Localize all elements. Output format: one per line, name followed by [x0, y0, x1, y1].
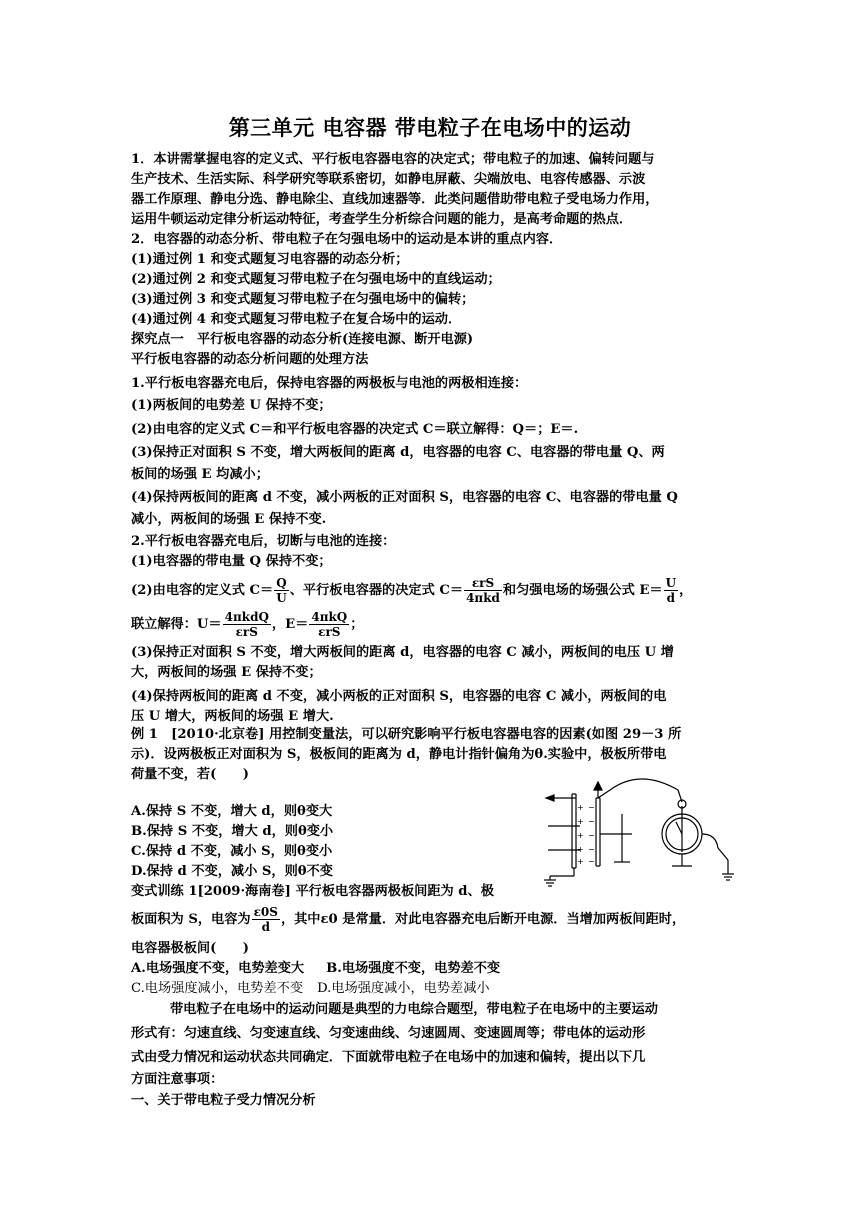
fraction-denominator: U: [276, 591, 287, 605]
case1-line: (3)保持正对面积 S 不变，增大两板间的距离 d，电容器的电容 C、电容器的带电量 Q、两: [131, 445, 665, 460]
section-heading: 探究点一 平行板电容器的动态分析(连接电源、断开电源): [131, 332, 474, 347]
fraction-numerator: 4πkQ: [311, 610, 348, 624]
case2-formula-line: [131, 610, 735, 640]
intro-item: (2)通过例 2 和变式题复习带电粒子在匀强电场中的直线运动；: [131, 272, 501, 287]
case1-line: 板间的场强 E 均减小；: [131, 467, 269, 482]
svg-text:+: +: [577, 831, 584, 840]
fraction-u: [223, 610, 271, 639]
svg-text:−: −: [588, 817, 595, 826]
fraction-c-decision: [464, 576, 502, 605]
fraction-numerator: 4πkdQ: [224, 610, 269, 624]
example1-stem: 例 1 [2010·北京卷] 用控制变量法，可以研究影响平行板电容器电容的因素(如图 29－3 所: [131, 727, 682, 742]
fraction-denominator: εrS: [235, 625, 258, 639]
fraction-denominator: 4πkd: [466, 591, 500, 605]
intro-line: 1．本讲需掌握电容的定义式、平行板电容器电容的决定式；带电粒子的加速、偏转问题与: [131, 152, 655, 167]
fraction-numerator: ε0S: [253, 905, 278, 919]
variant1-options-row: [131, 979, 735, 999]
case1-line: (4)保持两板间的距离 d 不变，减小两板的正对面积 S，电容器的电容 C、电容器的带电量 Q: [131, 490, 678, 505]
case2-line: 压 U 增大，两板间的场强 E 增大.: [131, 709, 334, 724]
variant1-stem: 变式训练 1[2009·海南卷] 平行板电容器两极板间距为 d、极: [131, 884, 494, 899]
case1-line: 减小，两板间的场强 E 保持不变.: [131, 512, 327, 527]
svg-text:+: +: [577, 857, 584, 866]
variant1-option-c: C.电场强度减小，电势差不变: [131, 981, 304, 996]
case2-formula-line: [131, 576, 735, 606]
formula-text: ；: [350, 617, 364, 632]
variant1-formula-line: [131, 905, 735, 935]
fraction-denominator: d: [261, 920, 270, 934]
formula-text: 和匀强电场的场强公式 E＝: [502, 583, 663, 598]
variant1-stem: 电容器极板间( ): [131, 941, 249, 956]
capacitor-electrometer-figure: [530, 776, 740, 892]
fraction-numerator: Q: [274, 576, 288, 591]
example1-stem: 示)．设两极板正对面积为 S，极板间的距离为 d，静电计指针偏角为θ.实验中，极板所带电: [131, 747, 667, 762]
intro-item: (4)通过例 4 和变式题复习带电粒子在复合场中的运动．: [131, 312, 462, 327]
svg-text:−: −: [588, 831, 595, 840]
example1-option-c: C.保持 d 不变，减小 S，则θ变小: [131, 844, 333, 859]
fraction-numerator: εrS: [464, 576, 502, 591]
formula-text: ，: [679, 583, 693, 598]
formula-text: ，其中ε0 是常量．对此电容器充电后断开电源．当增加两板间距时，: [280, 912, 686, 927]
variant1-option-b: B.电场强度不变，电势差不变: [326, 961, 501, 976]
closing-line: 形式有：匀速直线、匀变速直线、匀变速曲线、匀速圆周、变速圆周等；带电体的运动形: [131, 1026, 646, 1041]
svg-text:+: +: [577, 817, 584, 826]
case2-line: (1)电容器的带电量 Q 保持不变；: [131, 554, 332, 569]
case1-line: (2)由电容的定义式 C＝和平行板电容器的决定式 C＝联立解得：Q＝；E＝.: [131, 422, 579, 437]
formula-text: 联立解得：U＝: [131, 617, 222, 632]
formula-text: (2)由电容的定义式 C＝: [131, 583, 274, 598]
fraction-c-def: [274, 576, 288, 605]
closing-line: 式由受力情况和运动状态共同确定．下面就带电粒子在电场中的加速和偏转，提出以下几: [131, 1050, 646, 1065]
formula-text: ，E＝: [271, 617, 309, 632]
example1-option-b: B.保持 S 不变，增大 d，则θ变小: [131, 824, 334, 839]
case2-line: (4)保持两板间的距离 d 不变，减小两板的正对面积 S，电容器的电容 C 减小，两板间的电: [131, 689, 667, 704]
fraction-denominator: εrS: [318, 625, 341, 639]
case1-line: (1)两板间的电势差 U 保持不变；: [131, 398, 332, 413]
section-subheading: 平行板电容器的动态分析问题的处理方法: [131, 352, 369, 367]
case2-line: (3)保持正对面积 S 不变，增大两板间的距离 d，电容器的电容 C 减小，两板间的电压 U 增: [131, 645, 674, 660]
intro-line: 运用牛顿运动定律分析运动特征，考查学生分析综合问题的能力，是高考命题的热点．: [131, 212, 633, 227]
svg-text:−: −: [588, 857, 595, 866]
svg-text:+: +: [577, 845, 584, 854]
example1-option-d: D.保持 d 不变，减小 S，则θ不变: [131, 864, 333, 879]
variant1-option-d: D.电场强度减小，电势差减小: [317, 981, 490, 996]
fraction-capacitance: [252, 905, 280, 934]
closing-line: 一、关于带电粒子受力情况分析: [131, 1093, 316, 1108]
case2-title: 2.平行板电容器充电后，切断与电池的连接：: [131, 534, 396, 549]
svg-text:−: −: [588, 845, 595, 854]
formula-text: 、平行板电容器的决定式 C＝: [289, 583, 464, 598]
fraction-denominator: d: [666, 591, 676, 605]
fraction-e: [309, 610, 349, 639]
intro-line: 生产技术、生活实际、科学研究等联系密切，如静电屏蔽、尖端放电、电容传感器、示波: [131, 172, 646, 187]
case2-line: 大，两板间的场强 E 保持不变；: [131, 665, 322, 680]
fraction-numerator: U: [665, 576, 677, 590]
svg-text:+: +: [577, 803, 584, 812]
case1-title: 1.平行板电容器充电后，保持电容器的两极板与电池的两极相连接：: [131, 376, 528, 391]
fraction-e-field: [664, 576, 678, 605]
svg-text:−: −: [588, 803, 595, 812]
closing-line: 带电粒子在电场中的运动问题是典型的力电综合题型，带电粒子在电场中的主要运动: [170, 1002, 658, 1017]
intro-line: 2．电容器的动态分析、带电粒子在匀强电场中的运动是本讲的重点内容．: [131, 232, 563, 247]
formula-text: 板面积为 S，电容为: [131, 912, 251, 927]
intro-item: (3)通过例 3 和变式题复习带电粒子在匀强电场中的偏转；: [131, 292, 475, 307]
intro-line: 器工作原理、静电分选、静电除尘、直线加速器等．此类问题借助带电粒子受电场力作用，: [131, 192, 659, 207]
variant1-options-row: [131, 959, 735, 979]
variant1-option-a: A.电场强度不变，电势差变大: [131, 961, 305, 976]
closing-line: 方面注意事项：: [131, 1072, 224, 1087]
intro-item: (1)通过例 1 和变式题复习电容器的动态分析；: [131, 252, 409, 267]
example1-stem: 荷量不变，若( ): [131, 767, 249, 782]
example1-option-a: A.保持 S 不变，增大 d，则θ变大: [131, 804, 333, 819]
page-title: 第三单元 电容器 带电粒子在电场中的运动: [228, 115, 632, 140]
